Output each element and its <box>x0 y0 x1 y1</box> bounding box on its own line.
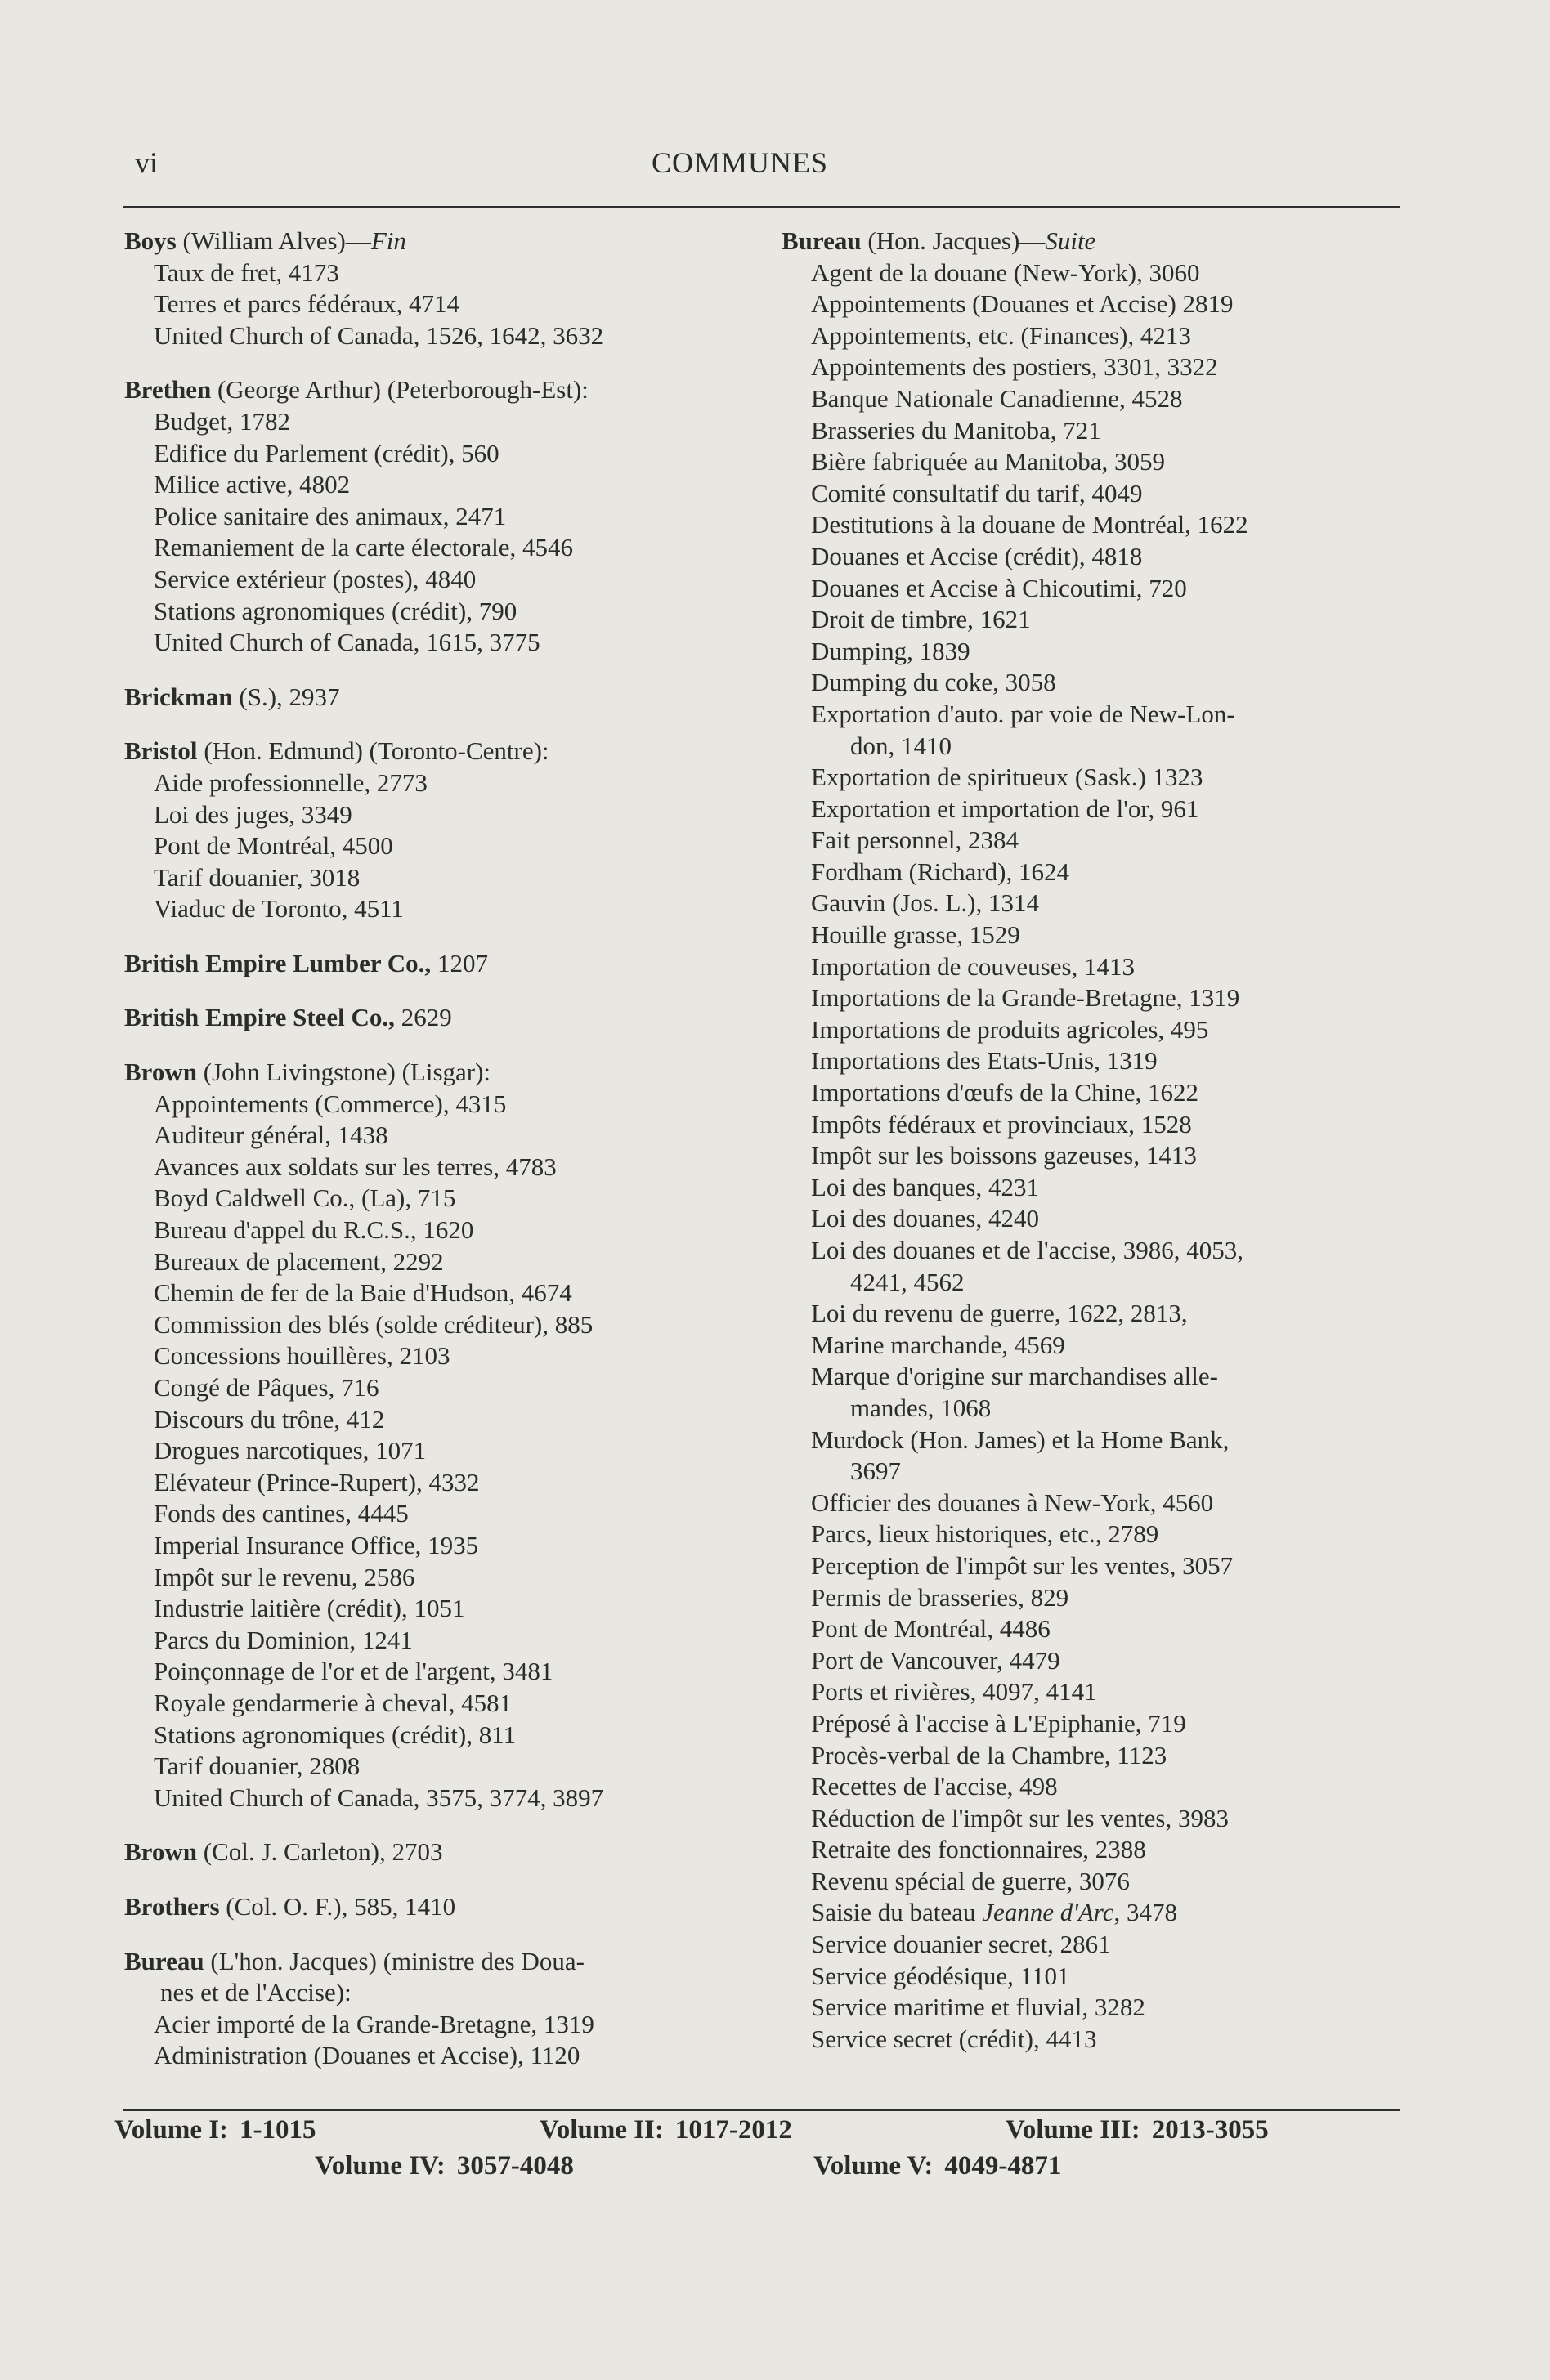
volume-2-range: Volume II: 1017-2012 <box>540 2115 792 2145</box>
subentry: Appointements (Commerce), 4315 <box>154 1089 507 1118</box>
page-number: vi <box>135 146 159 179</box>
subentry-continuation: don, 1410 <box>850 731 952 760</box>
subentry: Chemin de fer de la Baie d'Hudson, 4674 <box>154 1278 572 1308</box>
subentry: Service extérieur (postes), 4840 <box>154 564 477 593</box>
entry-name: Boys <box>124 226 177 255</box>
subentry: Service maritime et fluvial, 3282 <box>811 1993 1145 2022</box>
subentry: Bureau d'appel du R.C.S., 1620 <box>154 1215 474 1245</box>
subentry: Edifice du Parlement (crédit), 560 <box>154 438 499 468</box>
entry-name: Brown <box>124 1837 198 1867</box>
subentry: Brasseries du Manitoba, 721 <box>811 415 1101 445</box>
subentry: Auditeur général, 1438 <box>154 1121 388 1150</box>
subentry: United Church of Canada, 1615, 3775 <box>154 628 540 657</box>
entry-heading <box>124 948 746 980</box>
index-entry <box>124 1836 746 1868</box>
entry-heading <box>124 226 746 257</box>
volume-4-range: Volume IV: 3057-4048 <box>315 2151 574 2181</box>
subentry: Tarif douanier, 3018 <box>154 862 361 892</box>
subentry: Marine marchande, 4569 <box>811 1330 1065 1359</box>
subentry: Discours du trône, 412 <box>154 1404 385 1434</box>
subentry: Appointements (Douanes et Accise) 2819 <box>811 289 1234 319</box>
subentry: Elévateur (Prince-Rupert), 4332 <box>154 1467 480 1496</box>
subentry: Royale gendarmerie à cheval, 4581 <box>154 1688 513 1717</box>
subentry: Drogues narcotiques, 1071 <box>154 1436 427 1465</box>
subentry: Tarif douanier, 2808 <box>154 1751 361 1781</box>
header-rule <box>123 206 1400 208</box>
italic-title: Jeanne d'Arc <box>982 1898 1114 1927</box>
subentry: Marque d'origine sur marchandises alle- <box>811 1362 1218 1391</box>
subentry: Service secret (crédit), 4413 <box>811 2024 1097 2053</box>
subentry: Stations agronomiques (crédit), 811 <box>154 1720 517 1749</box>
subentry: Remaniement de la carte électorale, 4546 <box>154 533 573 562</box>
subentry: Loi des douanes, 4240 <box>811 1204 1039 1233</box>
right-column <box>782 226 1403 2055</box>
entry-name: Brothers <box>124 1891 220 1921</box>
subentry: Bière fabriquée au Manitoba, 3059 <box>811 447 1165 476</box>
index-entry <box>124 226 746 351</box>
index-entry <box>124 682 746 714</box>
index-entry <box>782 226 1403 2055</box>
subentry: Administration (Douanes et Accise), 1120 <box>154 2041 580 2070</box>
subentry: Budget, 1782 <box>154 406 291 436</box>
subentry: Douanes et Accise (crédit), 4818 <box>811 541 1143 570</box>
subentry: Importation de couveuses, 1413 <box>811 951 1136 981</box>
subentry: Loi du revenu de guerre, 1622, 2813, <box>811 1299 1188 1328</box>
subentry: Loi des douanes et de l'accise, 3986, 4053, <box>811 1236 1243 1264</box>
entry-details: (Hon. Jacques)— <box>861 226 1046 255</box>
subentry: Réduction de l'impôt sur les ventes, 3983 <box>811 1803 1229 1832</box>
subentry: Banque Nationale Canadienne, 4528 <box>811 383 1183 413</box>
subentry: Exportation d'auto. par voie de New-Lon- <box>811 699 1235 728</box>
entry-details: (Col. J. Carleton), 2703 <box>197 1837 443 1867</box>
entry-details: (S.), 2937 <box>232 682 340 711</box>
entry-suffix: Suite <box>1045 226 1096 255</box>
entry-heading-continuation: nes et de l'Accise): <box>160 1978 352 2007</box>
subentry: Parcs, lieux historiques, etc., 2789 <box>811 1519 1159 1549</box>
entry-name: British Empire Lumber Co., <box>124 948 432 978</box>
subentry: Permis de brasseries, 829 <box>811 1582 1069 1612</box>
subentry-continuation: 3697 <box>850 1456 901 1486</box>
subentry: Importations des Etats-Unis, 1319 <box>811 1046 1158 1076</box>
subentry: Taux de fret, 4173 <box>154 257 339 287</box>
entry-name: Brown <box>124 1058 198 1087</box>
subentry: Importations de la Grande-Bretagne, 1319 <box>811 983 1240 1013</box>
index-entry <box>124 948 746 980</box>
subentry-continuation: mandes, 1068 <box>850 1393 992 1422</box>
subentry: Comité consultatif du tarif, 4049 <box>811 478 1143 508</box>
entry-details: 1207 <box>431 948 488 978</box>
subentry: Perception de l'impôt sur les ventes, 3057 <box>811 1550 1234 1580</box>
entry-heading <box>124 1946 746 1978</box>
subentry: Dumping, 1839 <box>811 636 970 665</box>
index-entry <box>124 374 746 658</box>
subentry: Bureaux de placement, 2292 <box>154 1246 444 1276</box>
subentry: Pont de Montréal, 4486 <box>811 1614 1051 1644</box>
entry-name: Bureau <box>782 226 862 255</box>
subentry: Terres et parcs fédéraux, 4714 <box>154 289 459 319</box>
subentry: Retraite des fonctionnaires, 2388 <box>811 1835 1146 1864</box>
index-entry <box>124 736 746 925</box>
subentry: Houille grasse, 1529 <box>811 920 1020 950</box>
entry-name: Brickman <box>124 682 233 711</box>
subentry: Agent de la douane (New-York), 3060 <box>811 257 1200 287</box>
subentry: Boyd Caldwell Co., (La), 715 <box>154 1183 456 1213</box>
subentry: Police sanitaire des animaux, 2471 <box>154 501 507 530</box>
subentry: Dumping du coke, 3058 <box>811 668 1056 697</box>
subentry-continuation: 4241, 4562 <box>850 1267 965 1296</box>
subentry: Loi des juges, 3349 <box>154 799 352 829</box>
subentry: Acier importé de la Grande-Bretagne, 1319 <box>154 2009 594 2038</box>
subentry: Appointements des postiers, 3301, 3322 <box>811 352 1218 382</box>
entry-suffix: Fin <box>370 226 406 255</box>
entry-heading <box>124 736 746 767</box>
entry-details: (George Arthur) (Peterborough-Est): <box>211 375 589 405</box>
subentry: Imperial Insurance Office, 1935 <box>154 1530 479 1559</box>
subentry: Commission des blés (solde créditeur), 885 <box>154 1309 594 1339</box>
entry-heading <box>124 1057 746 1089</box>
subentry: Service douanier secret, 2861 <box>811 1930 1111 1959</box>
subentry: Officier des douanes à New-York, 4560 <box>811 1488 1214 1517</box>
subentry: Préposé à l'accise à L'Epiphanie, 719 <box>811 1708 1186 1738</box>
subentry: Impôt sur les boissons gazeuses, 1413 <box>811 1141 1197 1170</box>
entry-details: (Hon. Edmund) (Toronto-Centre): <box>197 736 549 766</box>
page-title: COMMUNES <box>651 146 829 179</box>
footer-rule <box>123 2109 1400 2111</box>
entry-name: Bureau <box>124 1946 204 1975</box>
subentry: Fonds des cantines, 4445 <box>154 1499 409 1528</box>
subentry: Stations agronomiques (crédit), 790 <box>154 596 517 625</box>
subentry: Recettes de l'accise, 498 <box>811 1772 1058 1801</box>
entry-name: British Empire Steel Co., <box>124 1003 395 1032</box>
subentry: Exportation de spiritueux (Sask.) 1323 <box>811 763 1203 792</box>
subentry: Viaduc de Toronto, 4511 <box>154 894 404 924</box>
entry-details: 2629 <box>394 1003 452 1032</box>
entry-heading <box>782 226 1403 257</box>
entry-details: (Col. O. F.), 585, 1410 <box>219 1891 456 1921</box>
index-entry <box>124 1057 746 1814</box>
index-entry <box>124 1946 746 2072</box>
entry-heading <box>124 374 746 406</box>
subentry: Loi des banques, 4231 <box>811 1172 1039 1201</box>
subentry: United Church of Canada, 1526, 1642, 3632 <box>154 320 604 350</box>
subentry: Gauvin (Jos. L.), 1314 <box>811 888 1039 918</box>
volume-5-range: Volume V: 4049-4871 <box>813 2151 1062 2181</box>
subentry: Industrie laitière (crédit), 1051 <box>154 1594 465 1623</box>
entry-details: (John Livingstone) (Lisgar): <box>197 1058 491 1087</box>
subentry: Parcs du Dominion, 1241 <box>154 1625 413 1654</box>
subentry: Congé de Pâques, 716 <box>154 1373 379 1402</box>
subentry: Ports et rivières, 4097, 4141 <box>811 1677 1097 1707</box>
subentry: Exportation et importation de l'or, 961 <box>811 794 1199 823</box>
subentry: Milice active, 4802 <box>154 470 351 499</box>
volume-1-range: Volume I: 1-1015 <box>114 2115 316 2145</box>
entry-details: (L'hon. Jacques) (ministre des Doua- <box>204 1946 585 1975</box>
subentry: Appointements, etc. (Finances), 4213 <box>811 320 1191 350</box>
subentry: Impôt sur le revenu, 2586 <box>154 1562 415 1591</box>
subentry: Poinçonnage de l'or et de l'argent, 3481 <box>154 1657 553 1686</box>
subentry: Avances aux soldats sur les terres, 4783 <box>154 1152 557 1181</box>
entry-name: Bristol <box>124 736 198 766</box>
subentry: Fait personnel, 2384 <box>811 825 1019 855</box>
left-column <box>124 226 746 2072</box>
subentry: Douanes et Accise à Chicoutimi, 720 <box>811 573 1187 602</box>
index-entry <box>124 1891 746 1923</box>
subentry: Revenu spécial de guerre, 3076 <box>811 1866 1130 1895</box>
subentry: Droit de timbre, 1621 <box>811 605 1031 634</box>
entry-heading <box>124 1836 746 1868</box>
entry-heading <box>124 1002 746 1034</box>
subentry: Procès-verbal de la Chambre, 1123 <box>811 1740 1167 1769</box>
volume-3-range: Volume III: 2013-3055 <box>1006 2115 1269 2145</box>
subentry: Destitutions à la douane de Montréal, 1622 <box>811 510 1248 539</box>
subentry: United Church of Canada, 3575, 3774, 3897 <box>154 1783 604 1812</box>
subentry: Impôts fédéraux et provinciaux, 1528 <box>811 1109 1192 1139</box>
entry-heading <box>124 682 746 714</box>
index-entry <box>124 1002 746 1034</box>
entry-heading <box>124 1891 746 1923</box>
entry-details: (William Alves)— <box>176 226 371 255</box>
subentry: Murdock (Hon. James) et la Home Bank, <box>811 1425 1230 1454</box>
subentry: Importations d'œufs de la Chine, 1622 <box>811 1078 1198 1107</box>
subentry: Fordham (Richard), 1624 <box>811 857 1069 886</box>
subentry: Service géodésique, 1101 <box>811 1961 1070 1990</box>
subentry: Port de Vancouver, 4479 <box>811 1645 1060 1675</box>
subentry: Pont de Montréal, 4500 <box>154 831 393 861</box>
subentry: Aide professionnelle, 2773 <box>154 767 428 797</box>
subentry: Importations de produits agricoles, 495 <box>811 1014 1209 1044</box>
subentry: Saisie du bateau Jeanne d'Arc, 3478 <box>811 1898 1177 1927</box>
subentry: Concessions houillères, 2103 <box>154 1341 450 1371</box>
entry-name: Brethen <box>124 375 212 405</box>
